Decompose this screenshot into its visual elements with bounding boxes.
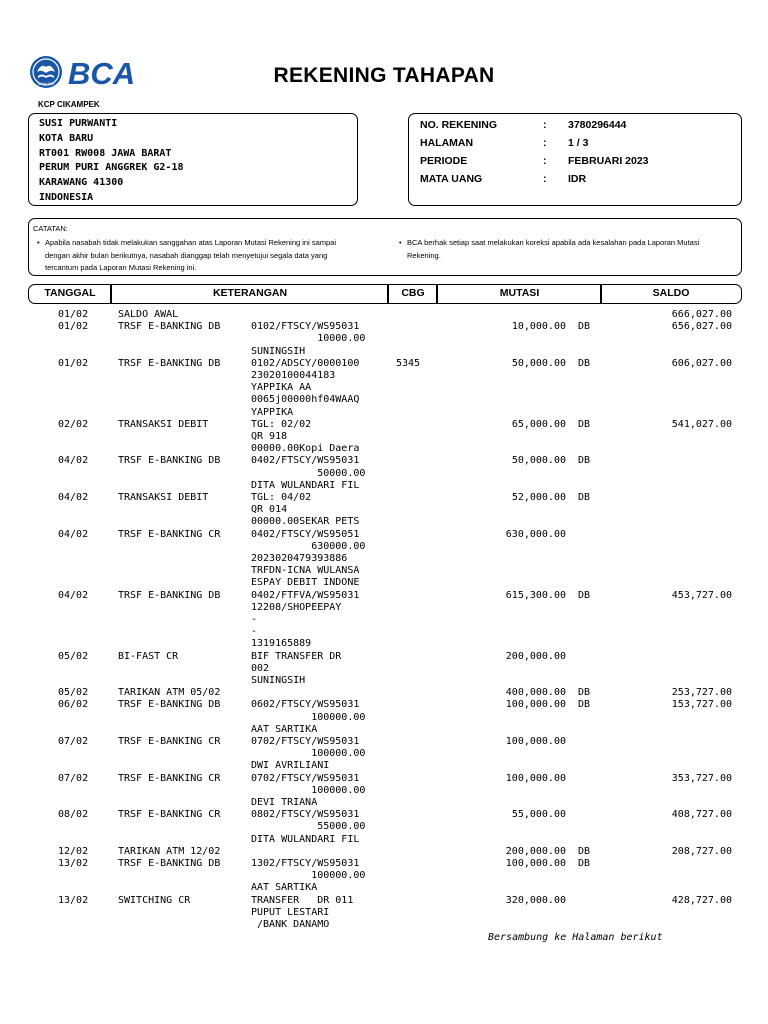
row-amount: 100,000.00 [505, 699, 566, 711]
row-debit-flag: DB [578, 455, 591, 467]
row-date: 04/02 [58, 455, 89, 467]
row-reference-line: YAPPIKA [251, 406, 294, 418]
row-amount: 100,000.00 [505, 772, 566, 784]
row-balance: 353,727.00 [671, 772, 732, 784]
note-line: Apabila nasabah tidak melakukan sanggahan atas Laporan Mutasi Rekening ini sampai [45, 238, 337, 247]
row-description: SWITCHING CR [118, 894, 191, 906]
row-reference-line: 0065j00000hf04WAAQ [251, 394, 360, 406]
bullet: • [37, 238, 40, 247]
row-reference-line: DITA WULANDARI FIL [251, 833, 360, 845]
row-description: TRANSAKSI DEBIT [118, 418, 209, 430]
row-amount: 400,000.00 [505, 687, 566, 699]
address-line: PERUM PURI ANGGREK G2-18 [39, 162, 184, 174]
row-debit-flag: DB [578, 492, 591, 503]
document-title: REKENING TAHAPAN [273, 64, 495, 87]
info-colon: : [543, 173, 547, 185]
row-date: 12/02 [58, 845, 89, 857]
header-description: KETERANGAN [212, 287, 288, 299]
row-amount: 65,000.00 [511, 418, 566, 430]
logo-text: BCA [68, 56, 136, 91]
address-line: INDONESIA [39, 191, 94, 203]
row-date: 01/02 [58, 321, 89, 333]
row-description: TARIKAN ATM 12/02 [118, 845, 221, 857]
row-reference-line: 00000.00Kopi Daera [251, 443, 360, 455]
info-value: 1 / 3 [568, 137, 589, 149]
row-amount: 50,000.00 [511, 357, 566, 369]
row-description: SALDO AWAL [118, 309, 179, 320]
row-debit-flag: DB [578, 418, 591, 430]
row-balance: 153,727.00 [671, 699, 732, 711]
row-reference-line: SUNINGSIH [251, 345, 306, 357]
row-reference-line: 0402/FTFVA/WS95031 [251, 589, 360, 601]
row-amount: 52,000.00 [511, 492, 566, 503]
continuation-note: Bersambung ke Halaman berikut [488, 932, 663, 943]
info-value: FEBRUARI 2023 [568, 155, 649, 167]
row-date: 13/02 [58, 858, 89, 869]
info-colon: : [543, 137, 547, 149]
header-date: TANGGAL [44, 287, 96, 299]
row-reference-line: 0402/FTSCY/WS95031 [251, 455, 360, 467]
row-reference-line: 100000.00 [251, 784, 366, 796]
row-balance: 606,027.00 [671, 357, 732, 369]
row-description: TARIKAN ATM 05/02 [118, 687, 221, 699]
row-description: BI-FAST CR [118, 650, 179, 662]
row-reference-line: TGL: 02/02 [251, 418, 312, 430]
row-reference-line: 0102/ADSCY/0000100 [251, 357, 360, 369]
row-balance: 541,027.00 [671, 418, 732, 430]
note-left [37, 237, 337, 275]
row-reference-line: SUNINGSIH [251, 674, 306, 686]
row-description: TRSF E-BANKING CR [118, 772, 221, 784]
row-reference-line: 10000.00 [251, 333, 366, 345]
info-colon: : [543, 155, 547, 167]
row-date: 13/02 [58, 894, 89, 906]
row-debit-flag: DB [578, 357, 591, 369]
row-reference-line: 00000.00SEKAR PETS [251, 516, 360, 528]
row-description: TRSF E-BANKING CR [118, 809, 221, 821]
note-line: dengan akhir bulan berikutnya, nasabah dianggap telah menyetujui segala data yang [45, 250, 328, 260]
row-reference-line: 0102/FTSCY/WS95031 [251, 321, 360, 333]
row-debit-flag: DB [578, 699, 591, 711]
row-reference-line: DWI AVRILIANI [251, 760, 330, 772]
address-line: SUSI PURWANTI [39, 118, 118, 129]
row-reference-line: TGL: 04/02 [251, 492, 312, 503]
row-description: TRANSAKSI DEBIT [118, 492, 209, 503]
row-reference-line: QR 918 [251, 430, 288, 442]
row-reference-line: AAT SARTIKA [251, 723, 318, 735]
row-amount: 630,000.00 [505, 528, 566, 540]
row-debit-flag: DB [578, 321, 591, 333]
row-amount: 320,000.00 [505, 894, 566, 906]
row-reference-line: PUPUT LESTARI [251, 906, 330, 918]
row-description: TRSF E-BANKING DB [118, 321, 221, 333]
row-description: TRSF E-BANKING DB [118, 455, 221, 467]
row-reference-line: 0702/FTSCY/WS95031 [251, 772, 360, 784]
row-reference-line: 12208/SHOPEEPAY [251, 601, 342, 613]
row-date: 07/02 [58, 736, 89, 747]
header-cbg: CBG [401, 287, 425, 299]
row-balance: 666,027.00 [671, 309, 732, 320]
bullet: • [399, 238, 402, 247]
row-date: 05/02 [58, 687, 89, 699]
row-description: TRSF E-BANKING CR [118, 528, 221, 540]
notes-box [28, 218, 742, 276]
info-label: PERIODE [420, 155, 468, 167]
row-reference-line: 0702/FTSCY/WS95031 [251, 736, 360, 747]
header-mutation: MUTASI [499, 287, 540, 299]
row-reference-line: BIF TRANSFER DR [251, 650, 342, 662]
row-amount: 615,300.00 [505, 589, 566, 601]
row-reference-line: 1319165889 [251, 638, 312, 650]
row-description: TRSF E-BANKING DB [118, 589, 221, 601]
row-amount: 55,000.00 [511, 809, 566, 821]
info-value: IDR [568, 173, 587, 185]
row-reference-line: 0802/FTSCY/WS95031 [251, 809, 360, 821]
row-reference-line: 100000.00 [251, 870, 366, 882]
row-debit-flag: DB [578, 687, 591, 699]
row-cbg: 5345 [396, 357, 421, 369]
row-reference-line: DITA WULANDARI FIL [251, 479, 360, 491]
row-date: 04/02 [58, 528, 89, 540]
row-amount: 200,000.00 [505, 845, 566, 857]
row-reference-line: 0402/FTSCY/WS95051 [251, 528, 360, 540]
row-balance: 253,727.00 [671, 687, 732, 699]
row-reference-line: DEVI TRIANA [251, 796, 318, 808]
row-date: 07/02 [58, 772, 89, 784]
row-amount: 100,000.00 [505, 858, 566, 869]
row-reference-line: 630000.00 [251, 540, 366, 552]
note-right [399, 237, 700, 262]
row-reference-line: 2023020479393886 [251, 552, 348, 564]
notes-title: CATATAN: [33, 224, 68, 233]
row-reference-line: - [251, 613, 258, 625]
row-reference-line: - [251, 626, 258, 638]
row-date: 01/02 [58, 309, 89, 320]
row-reference-line: /BANK DANAMO [251, 918, 330, 930]
logo-subtext: BANK BCA [37, 82, 55, 86]
row-date: 06/02 [58, 699, 89, 711]
row-reference-line: 100000.00 [251, 711, 366, 723]
row-amount: 200,000.00 [505, 650, 566, 662]
row-description: TRSF E-BANKING DB [118, 699, 221, 711]
row-reference-line: 100000.00 [251, 748, 366, 760]
row-date: 08/02 [58, 809, 89, 821]
row-reference-line: 55000.00 [251, 821, 366, 833]
row-date: 04/02 [58, 589, 89, 601]
row-balance: 428,727.00 [671, 894, 732, 906]
branch-name: KCP CIKAMPEK [38, 100, 100, 109]
row-balance: 453,727.00 [671, 589, 732, 601]
row-reference-line: TRFDN-ICNA WULANSA [251, 565, 360, 577]
customer-address-box [28, 113, 358, 206]
row-description: TRSF E-BANKING DB [118, 357, 221, 369]
row-reference-line: QR 014 [251, 504, 288, 516]
row-date: 05/02 [58, 650, 89, 662]
address-line: RT001 RW008 JAWA BARAT [39, 147, 172, 159]
account-info-box [408, 113, 742, 206]
info-colon: : [543, 119, 547, 131]
info-label: MATA UANG [420, 173, 483, 185]
row-amount: 50,000.00 [511, 455, 566, 467]
row-reference-line: 1302/FTSCY/WS95031 [251, 858, 360, 869]
row-reference-line: 23020100044183 [251, 369, 336, 381]
address-line: KARAWANG 41300 [39, 177, 124, 189]
info-label: HALAMAN [420, 137, 474, 149]
note-line: BCA berhak setiap saat melakukan koreksi apabila ada kesalahan pada Laporan Mutasi [407, 238, 700, 247]
row-date: 04/02 [58, 492, 89, 503]
note-line: Rekening. [407, 250, 441, 260]
row-reference-line: 002 [251, 662, 270, 674]
row-reference-line: YAPPIKA AA [251, 382, 312, 394]
address-line: KOTA BARU [39, 132, 94, 144]
row-reference-line: ESPAY DEBIT INDONE [251, 577, 360, 589]
row-reference-line: TRANSFER DR 011 [251, 894, 354, 906]
row-reference-line: 50000.00 [251, 467, 366, 479]
row-date: 01/02 [58, 357, 89, 369]
row-debit-flag: DB [578, 858, 591, 869]
row-balance: 656,027.00 [671, 321, 732, 333]
note-line: tercantum pada Laporan Mutasi Rekening ini. [45, 263, 197, 272]
row-description: TRSF E-BANKING CR [118, 736, 221, 747]
row-amount: 100,000.00 [505, 736, 566, 747]
row-debit-flag: DB [578, 845, 591, 857]
info-label: NO. REKENING [420, 119, 498, 131]
row-reference-line: AAT SARTIKA [251, 882, 318, 894]
row-debit-flag: DB [578, 589, 591, 601]
row-balance: 208,727.00 [671, 845, 732, 857]
info-value: 3780296444 [568, 119, 627, 131]
row-date: 02/02 [58, 418, 89, 430]
header-balance: SALDO [652, 287, 690, 299]
row-reference-line: 0602/FTSCY/WS95031 [251, 699, 360, 711]
row-description: TRSF E-BANKING DB [118, 858, 221, 869]
row-amount: 10,000.00 [511, 321, 566, 333]
customer-address [39, 117, 184, 206]
row-balance: 408,727.00 [671, 809, 732, 821]
